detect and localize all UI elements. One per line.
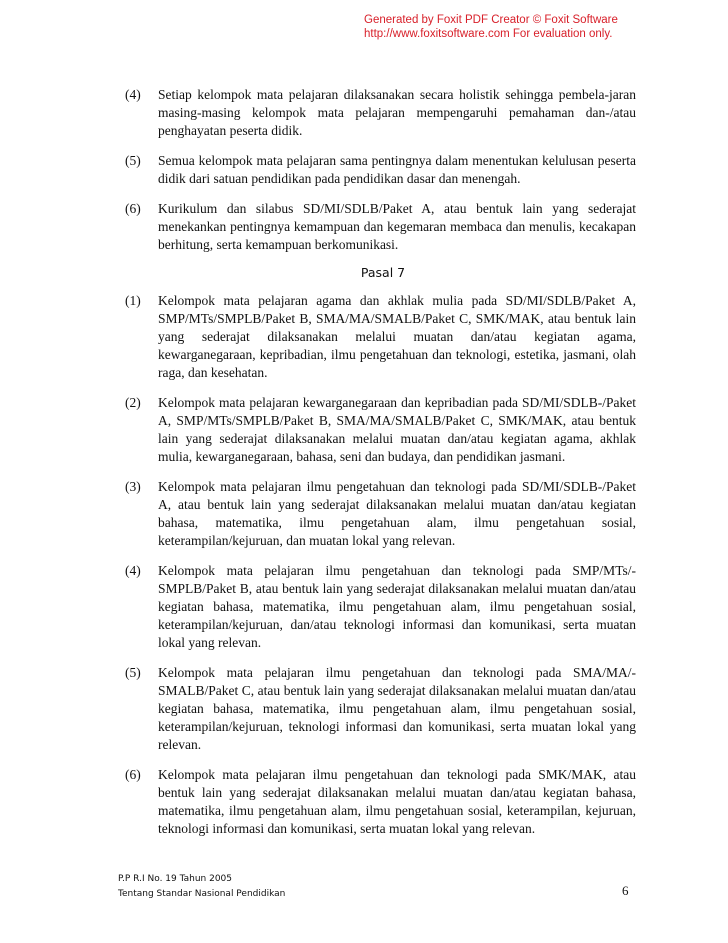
page-footer	[118, 872, 285, 902]
item-number: (5)	[125, 665, 141, 680]
item-number: (4)	[125, 563, 141, 578]
document-body	[120, 86, 636, 850]
list-item	[120, 766, 636, 838]
watermark-line-2[interactable]: http://www.foxitsoftware.com For evaluation only.	[364, 28, 613, 40]
item-number: (2)	[125, 395, 141, 410]
list-item	[120, 478, 636, 550]
list-item	[120, 292, 636, 382]
item-text: Setiap kelompok mata pelajaran dilaksanakan secara holistik sehingga pembela-jaran masing-masing kelompok mata pelajaran mempengaruhi pemahaman dan-/atau penghayatan peserta didik.	[158, 87, 636, 138]
list-item	[120, 394, 636, 466]
watermark-line-1: Generated by Foxit PDF Creator © Foxit Software	[364, 14, 618, 26]
item-text: Kelompok mata pelajaran ilmu pengetahuan dan teknologi pada SMK/MAK, atau bentuk lain yang sederajat dilaksanakan melalui muatan dan/atau kegiatan bahasa, matematika, ilmu pengetahuan alam, ilmu pengetahuan sosial, keterampilan, kejuruan, teknologi informasi dan komunikasi, serta muatan lokal yang relevan.	[158, 767, 636, 836]
item-text: Kelompok mata pelajaran ilmu pengetahuan dan teknologi pada SMP/MTs/-SMPLB/Paket B, atau bentuk lain yang sederajat dilaksanakan melalui muatan dan/atau kegiatan bahasa, matematika, ilmu pengetahuan alam, ilmu pengetahuan sosial, keterampilan/kejuruan, dan/atau teknologi informasi dan komunikasi, serta muatan lokal yang relevan.	[158, 563, 636, 650]
item-number: (6)	[125, 767, 141, 782]
item-number: (6)	[125, 201, 141, 216]
footer-line-2: Tentang Standar Nasional Pendidikan	[118, 889, 286, 899]
list-item	[120, 200, 636, 254]
list-item	[120, 152, 636, 188]
footer-line-1: P.P R.I No. 19 Tahun 2005	[118, 874, 232, 884]
item-number: (3)	[125, 479, 141, 494]
list-item	[120, 562, 636, 652]
item-text: Kelompok mata pelajaran ilmu pengetahuan dan teknologi pada SMA/MA/-SMALB/Paket C, atau bentuk lain yang sederajat dilaksanakan melalui muatan dan/atau kegiatan bahasa, matematika, ilmu pengetahuan alam, ilmu pengetahuan sosial, keterampilan/kejuruan, teknologi informasi dan komunikasi, serta muatan lokal yang relevan.	[158, 665, 636, 752]
list-item	[120, 664, 636, 754]
item-text: Kelompok mata pelajaran agama dan akhlak mulia pada SD/MI/SDLB/Paket A, SMP/MTs/SMPLB/Paket B, SMA/MA/SMALB/Paket C, SMK/MAK, atau bentuk lain yang sederajat dilaksanakan melalui muatan dan/atau kegiatan agama, kewarganegaraan, kepribadian, ilmu pengetahuan dan teknologi, estetika, jasmani, olah raga, dan kesehatan.	[158, 293, 636, 380]
item-text: Kurikulum dan silabus SD/MI/SDLB/Paket A, atau bentuk lain yang sederajat menekankan pentingnya kemampuan dan kegemaran membaca dan menulis, kecakapan berhitung, serta kemampuan berkomunikasi.	[158, 201, 636, 252]
section-heading: Pasal 7	[360, 265, 406, 280]
list-item	[120, 86, 636, 140]
item-text: Kelompok mata pelajaran kewarganegaraan dan kepribadian pada SD/MI/SDLB-/Paket A, SMP/MTs/SMPLB/Paket B, SMA/MA/SMALB/Paket C, SMK/MAK, atau bentuk lain yang sederajat dilaksanakan melalui muatan dan/atau kegiatan agama, akhlak mulia, kewarganegaraan, bahasa, seni dan budaya, dan pendidikan jasmani.	[158, 395, 636, 464]
item-text: Semua kelompok mata pelajaran sama pentingnya dalam menentukan kelulusan peserta didik dari satuan pendidikan pada pendidikan dasar dan menengah.	[158, 153, 636, 186]
page-number: 6	[622, 883, 629, 898]
item-number: (1)	[125, 293, 141, 308]
item-number: (4)	[125, 87, 141, 102]
item-text: Kelompok mata pelajaran ilmu pengetahuan dan teknologi pada SD/MI/SDLB-/Paket A, atau bentuk lain yang sederajat dilaksanakan melalui muatan dan/atau kegiatan bahasa, matematika, ilmu pengetahuan alam, ilmu pengetahuan sosial, keterampilan/kejuruan, dan muatan lokal yang relevan.	[158, 479, 636, 548]
item-number: (5)	[125, 153, 141, 168]
watermark	[364, 13, 694, 41]
